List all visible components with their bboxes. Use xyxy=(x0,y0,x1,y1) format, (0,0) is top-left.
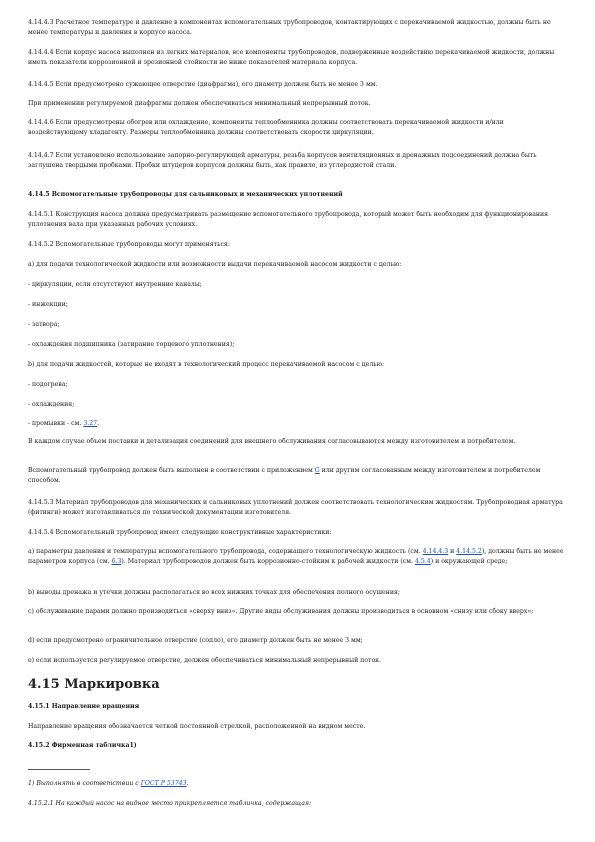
subsection-number: 4.14.5 xyxy=(28,191,50,198)
subsection-4-15-2-title xyxy=(28,741,564,751)
list-item-e-flow: е) если используется регулируемое отверстие, должен обеспечиваться минимальный непрерывный поток. xyxy=(28,657,382,664)
footnote-end: . xyxy=(186,780,189,787)
link-3-27[interactable]: 3.27 xyxy=(83,420,98,427)
link-4-14-5-2[interactable]: 4.14.5.2 xyxy=(456,548,482,555)
link-6-3[interactable]: 6.3 xyxy=(111,558,122,565)
subsection-text: Направление вращения xyxy=(51,703,140,710)
paragraph-4-14-4-5: 4.14.4.5 Если предусмотрено сужающее отверстие (диафрагма), его диаметр должен быть не менее 3 мм. xyxy=(28,81,378,88)
list-item-b-drains: b) выводы дренажа и утечки должны располагаться во всех нижних точках для обеспечения полного осушения; xyxy=(28,589,400,596)
list-item-barrier: - затвора; xyxy=(28,321,60,328)
pressure-text-1: а) параметры давления и температуры вспомогательного трубопровода, содержащего технологическую жидкость (см. xyxy=(28,548,423,555)
subsection-number: 4.15.2 xyxy=(28,742,50,749)
subsection-text: Фирменная табличка1) xyxy=(51,742,137,749)
list-item-cooling: - охлаждения; xyxy=(28,401,75,408)
list-item-injection: - инжекции; xyxy=(28,301,68,308)
subsection-4-14-5-title xyxy=(28,190,564,200)
paragraph-4-15-2-1: 4.15.2.1 На каждый насос на видное место прикрепляется табличка, содержащая: xyxy=(28,800,312,807)
list-item-c-steam: с) обслуживание парами должно производиться «сверху вниз». Другие виды обслуживания должны производиться в основном «снизу или сбоку вверх»; xyxy=(28,608,534,615)
paragraph-scope-of-supply: В каждом случае объем поставки и детализация соединений для внешнего обслуживания согласовываются между изготовителем и потребителем. xyxy=(28,438,516,445)
link-annex-g[interactable]: G xyxy=(314,467,320,474)
pressure-text-2: и xyxy=(448,548,457,555)
paragraph-4-14-4-6: 4.14.4.6 Если предусмотрены обогрев или охлаждение, компоненты теплообменника должны соответствовать перекачиваемой жидкости и/или воздействующему хладагенту. Размеры теплообменника должны соответствовать скорости циркуляции. xyxy=(28,119,504,136)
list-item-a-pressure xyxy=(28,547,564,567)
paragraph-4-14-4-4: 4.14.4.4 Если корпус насоса выполнен из легких материалов, все компоненты трубопроводов, подверженные воздействию перекачиваемой жидкости, должны иметь показатели коррозионной и эрозионной стойкости не ниже показателей материала корпуса. xyxy=(28,49,555,66)
list-item-heating: - подогрева; xyxy=(28,381,68,388)
flushing-end: . xyxy=(97,420,100,427)
link-4-14-4-3[interactable]: 4.14.4.3 xyxy=(422,548,449,555)
pressure-text-3: ), должны быть не менее параметров корпуса (см. xyxy=(28,548,564,565)
list-item-flushing xyxy=(28,419,564,429)
paragraph-4-14-5-2: 4.14.5.2 Вспомогательные трубопроводы могут применяться: xyxy=(28,241,230,248)
footnote-1 xyxy=(28,779,564,789)
list-item-a: а) для подачи технологической жидкости или возможности выдачи перекачиваемой насосом жидкости с целью: xyxy=(28,261,402,268)
subsection-text: Вспомогательные трубопроводы для сальниковых и механических уплотнений xyxy=(51,191,343,198)
footnote-text: 1) Выполнять в соответствии с xyxy=(28,780,141,787)
paragraph-4-14-5-3: 4.14.5.3 Материал трубопроводов для механических и сальниковых уплотнений должен соответствовать технологическим жидкостям. Трубопроводная арматура (фитинги) может изготавливаться по технической документации изготовителя. xyxy=(28,499,563,516)
list-item-bearing-cooling: - охлаждения подшипника (затирание торцевого уплотнения); xyxy=(28,341,235,348)
pressure-text-5: ) и окружающей среде; xyxy=(430,558,508,565)
annex-g-end: или другим согласованным между изготовителем и потребителем способом. xyxy=(28,467,541,484)
section-heading-marking: 4.15 Маркировка xyxy=(28,677,160,692)
paragraph-4-14-4-7: 4.14.4.7 Если установлено использование запорно-регулирующей арматуры, резьба корпусов вентиляционных и дренажных подсоединений должна быть заглушена твердыми пробками. Пробки штуцеров корпусов должны быть, как правило, из углеродистой стали. xyxy=(28,152,537,169)
list-item-d-orifice: d) если предусмотрено ограничительное отверстие (сопло), его диаметр должен быть не менее 3 мм; xyxy=(28,637,363,644)
annex-g-text: Вспомогательный трубопровод должен быть выполнен в соответствии с приложением xyxy=(28,467,315,474)
flushing-text: - промывки - см. xyxy=(28,420,84,427)
list-item-b: b) для подачи жидкостей, которые не входят в технологический процесс перекачиваемой насосом с целью: xyxy=(28,361,385,368)
paragraph-4-14-4-3: 4.14.4.3 Расчетное температуре и давление в компонентах вспомогательных трубопроводов, контактирующих с перекачиваемой жидкостью, должны быть не менее температуры и давления в корпусе насоса. xyxy=(28,19,551,36)
link-gost-r-53743[interactable]: ГОСТ Р 53743 xyxy=(140,780,187,787)
pressure-text-4: ). Материал трубопроводов должен быть коррозионно-стойким к рабочей жидкости (см. xyxy=(121,558,415,565)
link-4-5-4[interactable]: 4.5.4 xyxy=(414,558,431,565)
paragraph-4-14-5-1: 4.14.5.1 Конструкция насоса должна предусматривать размещение вспомогательного трубопровода, который может быть необходим для функционирования уплотнения вала при указанных рабочих условиях. xyxy=(28,211,549,228)
list-item-circulation: - циркуляции, если отсутствуют внутренние каналы; xyxy=(28,281,202,288)
paragraph-diaphragm-note: При применении регулируемой диафрагмы должен обеспечиваться минимальный непрерывный поток. xyxy=(28,100,371,107)
subsection-number: 4.15.1 xyxy=(28,703,50,710)
paragraph-4-14-5-4: 4.14.5.4 Вспомогательный трубопровод имеет следующие конструктивные характеристики: xyxy=(28,529,332,536)
footnote-divider xyxy=(28,769,90,770)
paragraph-rotation-arrow: Направление вращения обозначается четкой постоянной стрелкой, расположенной на видном месте. xyxy=(28,723,366,730)
paragraph-annex-g xyxy=(28,466,564,486)
subsection-4-15-1-title xyxy=(28,702,564,712)
